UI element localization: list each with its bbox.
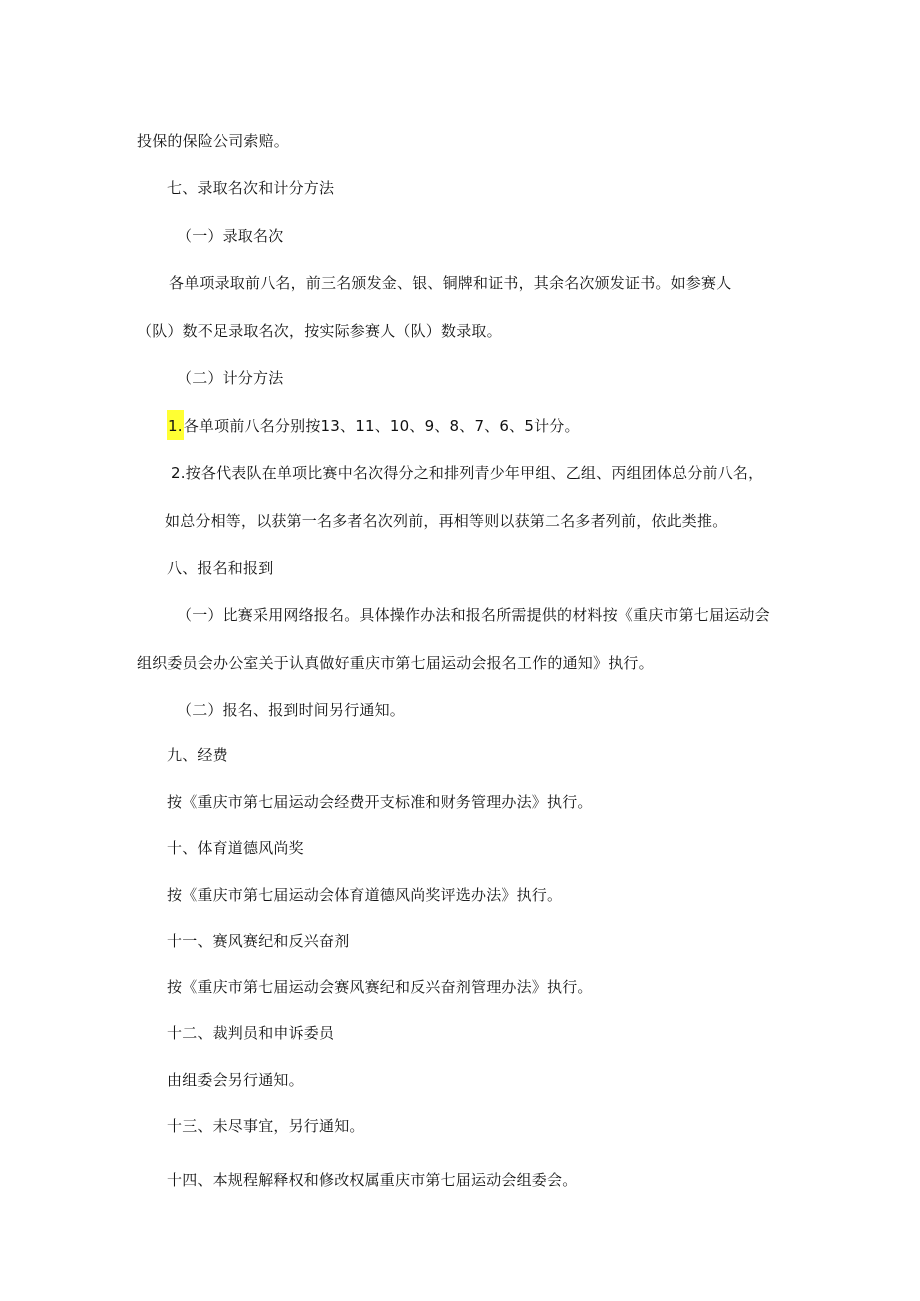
highlight-mark: 1. <box>167 410 184 440</box>
funding-para: 按《重庆市第七届运动会经费开支标准和财务管理办法》执行。 <box>167 793 593 811</box>
section-heading-10: 十、体育道德风尚奖 <box>167 839 304 857</box>
registration-para-1-cont: 组织委员会办公室关于认真做好重庆市第七届运动会报名工作的通知》执行。 <box>137 654 654 672</box>
section-heading-11: 十一、赛风赛纪和反兴奋剂 <box>167 932 350 950</box>
paragraph-ranking-1: 各单项录取前八名，前三名颁发金、银、铜牌和证书，其余名次颁发证书。如参赛人 <box>169 274 732 292</box>
section-heading-8: 八、报名和报到 <box>167 559 274 577</box>
subheading-scoring: （二）计分方法 <box>177 369 284 387</box>
section-heading-7: 七、录取名次和计分方法 <box>167 179 335 197</box>
sportsmanship-para: 按《重庆市第七届运动会体育道德风尚奖评选办法》执行。 <box>167 886 563 904</box>
paragraph-continuation: 投保的保险公司索赔。 <box>137 132 290 150</box>
discipline-para: 按《重庆市第七届运动会赛风赛纪和反兴奋剂管理办法》执行。 <box>167 978 593 996</box>
scoring-item-1 <box>167 416 580 440</box>
referee-para: 由组委会另行通知。 <box>167 1071 304 1089</box>
section-heading-9: 九、经费 <box>167 746 228 764</box>
section-heading-14: 十四、本规程解释权和修改权属重庆市第七届运动会组委会。 <box>167 1171 578 1189</box>
registration-para-2: （二）报名、报到时间另行通知。 <box>177 701 406 719</box>
scoring-item-2: 2.按各代表队在单项比赛中名次得分之和排列青少年甲组、乙组、丙组团体总分前八名， <box>171 464 764 482</box>
registration-para-1: （一）比赛采用网络报名。具体操作办法和报名所需提供的材料按《重庆市第七届运动会 <box>177 606 770 624</box>
paragraph-ranking-2: （队）数不足录取名次，按实际参赛人（队）数录取。 <box>137 322 502 340</box>
section-heading-13: 十三、未尽事宜，另行通知。 <box>167 1117 365 1135</box>
section-heading-12: 十二、裁判员和申诉委员 <box>167 1024 335 1042</box>
subheading-ranking: （一）录取名次 <box>177 227 284 245</box>
scoring-item-2-cont: 如总分相等，以获第一名多者名次列前，再相等则以获第二名多者列前，依此类推。 <box>165 512 728 530</box>
scoring-item-1-text: 各单项前八名分别按13、11、10、9、8、7、6、5计分。 <box>183 417 580 435</box>
